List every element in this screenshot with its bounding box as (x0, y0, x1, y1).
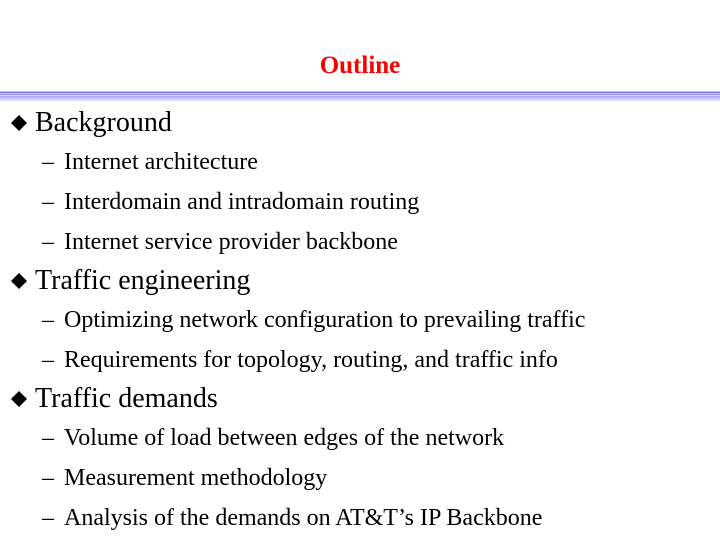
list-item-text: Analysis of the demands on AT&T’s IP Backbone (64, 505, 543, 531)
slide-title-text: Outline (319, 52, 401, 79)
slide-title (0, 52, 720, 80)
list-item (0, 142, 720, 182)
title-divider-rule (0, 91, 720, 101)
dash-marker: – (42, 307, 54, 333)
list-item (0, 498, 720, 538)
list-item (0, 182, 720, 222)
list-item-text: Volume of load between edges of the network (64, 425, 505, 451)
dash-marker: – (42, 347, 54, 373)
outline-list (0, 104, 720, 538)
dash-marker: – (42, 149, 54, 175)
list-item-text: Internet architecture (64, 149, 258, 175)
dash-marker: – (42, 189, 54, 215)
section-traffic-engineering (0, 262, 720, 300)
diamond-bullet-icon (11, 115, 27, 131)
dash-marker: – (42, 465, 54, 491)
section-heading: Traffic demands (35, 383, 218, 414)
list-item (0, 458, 720, 498)
dash-marker: – (42, 505, 54, 531)
diamond-bullet-icon (11, 273, 27, 289)
section-heading: Traffic engineering (35, 265, 251, 296)
section-heading: Background (35, 107, 172, 138)
diamond-bullet-icon (11, 391, 27, 407)
list-item-text: Internet service provider backbone (64, 229, 398, 255)
list-item-text: Measurement methodology (64, 465, 328, 491)
list-item (0, 222, 720, 262)
list-item (0, 300, 720, 340)
section-background (0, 104, 720, 142)
section-traffic-demands (0, 380, 720, 418)
list-item-text: Interdomain and intradomain routing (64, 189, 420, 215)
list-item-text: Optimizing network configuration to prevailing traffic (64, 307, 586, 333)
list-item-text: Requirements for topology, routing, and traffic info (64, 347, 558, 373)
list-item (0, 340, 720, 380)
list-item (0, 418, 720, 458)
dash-marker: – (42, 229, 54, 255)
dash-marker: – (42, 425, 54, 451)
